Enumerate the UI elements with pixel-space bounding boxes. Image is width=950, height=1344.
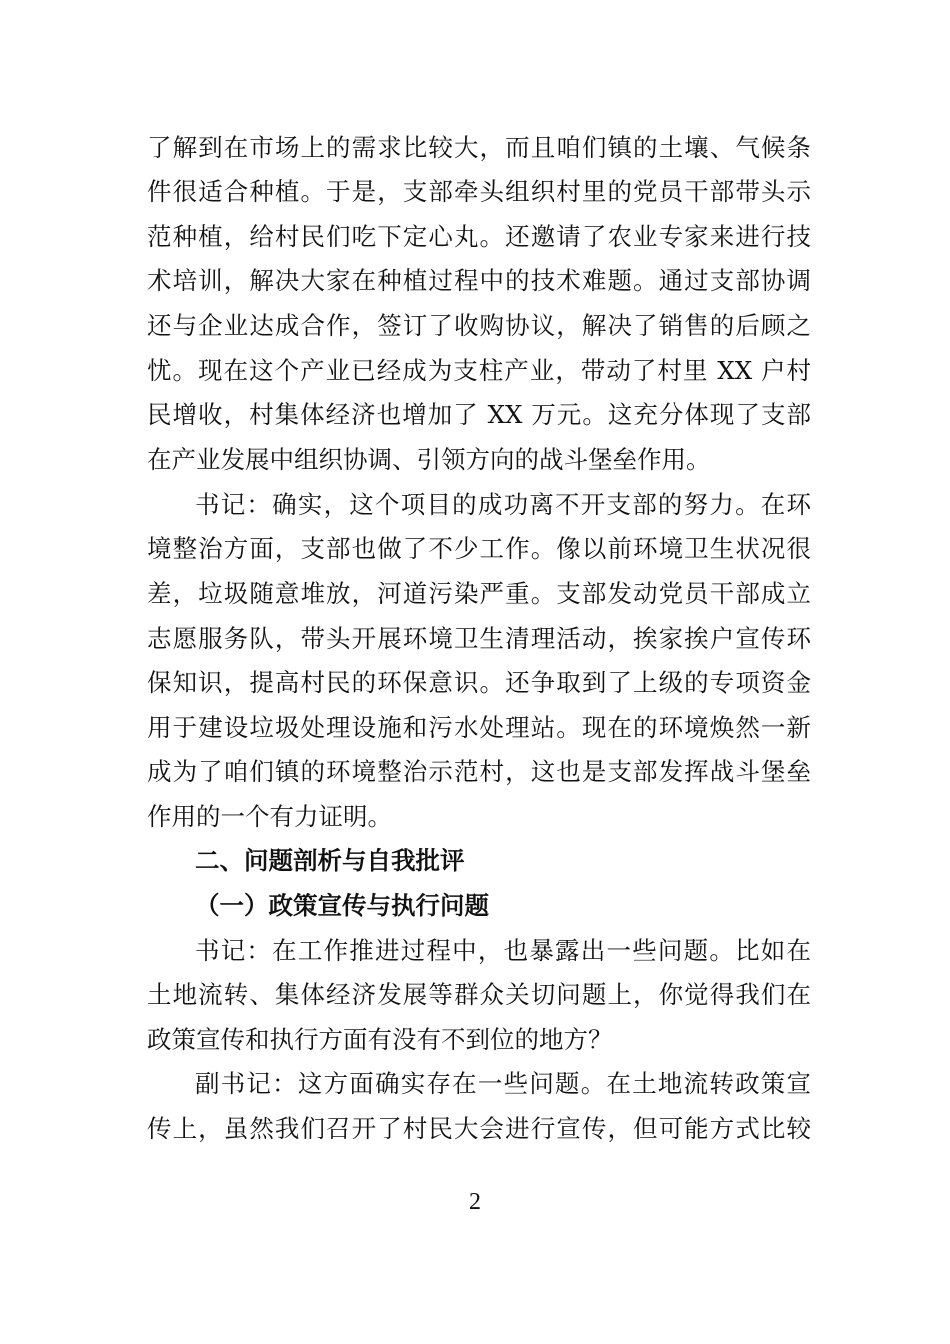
subsection-heading: （一）政策宣传与执行问题: [195, 891, 489, 920]
paragraph-line: 用于建设垃圾处理设施和污水处理站。现在的环境焕然一新: [147, 713, 811, 742]
paragraph-line: 政策宣传和执行方面有没有不到位的地方？: [147, 1025, 613, 1054]
paragraph-line: 书记：在工作推进过程中，也暴露出一些问题。比如在: [195, 936, 811, 965]
section-heading: 二、问题剖析与自我批评: [195, 846, 465, 875]
paragraph-line: 术培训，解决大家在种植过程中的技术难题。通过支部协调: [147, 266, 811, 295]
paragraph-line: 民增收，村集体经济也增加了 XX 万元。这充分体现了支部: [147, 400, 811, 429]
paragraph-line: 书记：确实，这个项目的成功离不开支部的努力。在环: [195, 490, 811, 519]
paragraph-line: 差，垃圾随意堆放，河道污染严重。支部发动党员干部成立: [147, 579, 811, 608]
page-number: 2: [469, 1189, 481, 1215]
paragraph-line: 还与企业达成合作，签订了收购协议，解决了销售的后顾之: [147, 311, 811, 340]
paragraph-line: 成为了咱们镇的环境整治示范村，这也是支部发挥战斗堡垒: [147, 757, 811, 786]
paragraph-line: 志愿服务队，带头开展环境卫生清理活动，挨家挨户宣传环: [147, 624, 811, 653]
paragraph-line: 传上，虽然我们召开了村民大会进行宣传，但可能方式比较: [147, 1114, 811, 1143]
paragraph-line: 土地流转、集体经济发展等群众关切问题上，你觉得我们在: [147, 980, 811, 1009]
paragraph-line: 境整治方面，支部也做了不少工作。像以前环境卫生状况很: [147, 534, 811, 563]
paragraph-line: 在产业发展中组织协调、引领方向的战斗堡垒作用。: [147, 445, 711, 474]
paragraph-line: 了解到在市场上的需求比较大，而且咱们镇的土壤、气候条: [147, 133, 811, 162]
paragraph-line: 副书记：这方面确实存在一些问题。在土地流转政策宣: [195, 1069, 811, 1098]
paragraph-line: 件很适合种植。于是，支部牵头组织村里的党员干部带头示: [147, 177, 811, 206]
paragraph-line: 范种植，给村民们吃下定心丸。还邀请了农业专家来进行技: [147, 222, 811, 251]
paragraph-line: 作用的一个有力证明。: [147, 802, 392, 831]
paragraph-line: 保知识，提高村民的环保意识。还争取到了上级的专项资金: [147, 668, 811, 697]
paragraph-line: 忧。现在这个产业已经成为支柱产业，带动了村里 XX 户村: [147, 356, 811, 385]
